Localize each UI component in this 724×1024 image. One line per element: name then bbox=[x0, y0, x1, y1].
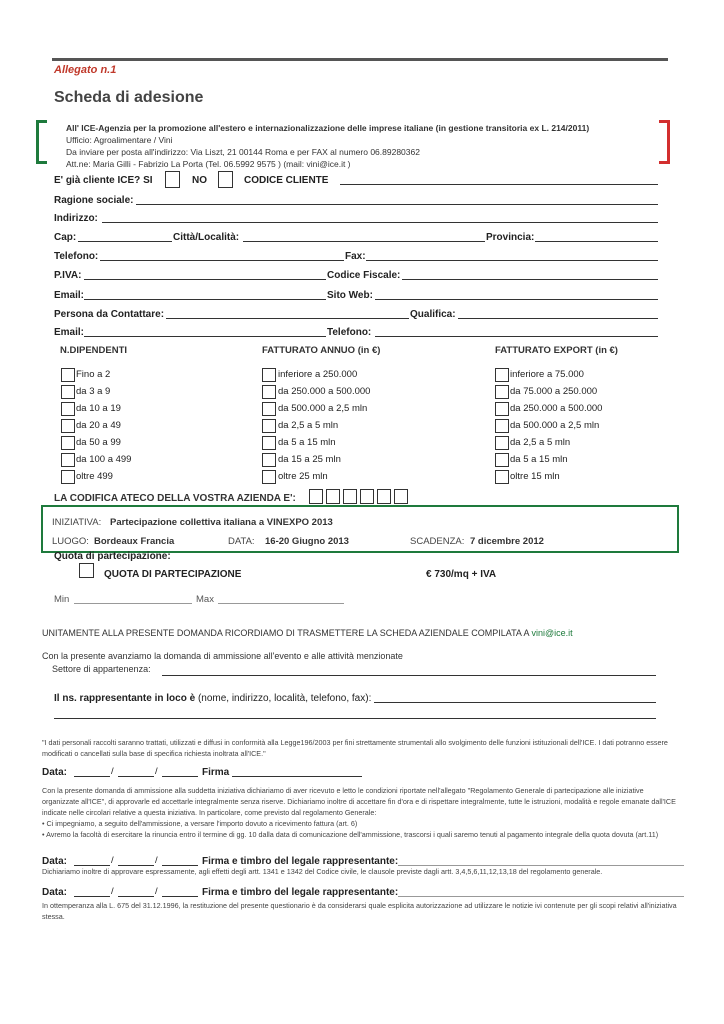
sign1-slash: / bbox=[111, 766, 114, 777]
condizioni-bullet: • Ci impegniamo, a seguito dell'ammissione, a versare l'importo dovuto a ricevimento fattura (art. 6) bbox=[42, 819, 358, 828]
ottemperanza-text: In ottemperanza alla L. 675 del 31.12.1996, la restituzione del presente questionario è da considerarsi quale esplicita autorizzazione ad utilizzare le notizie ivi contenute per gli scopi relativi all'iniziativa stessa. bbox=[42, 901, 677, 921]
quota-checkbox[interactable] bbox=[79, 563, 94, 578]
dip-option: da 10 a 19 bbox=[76, 403, 121, 414]
scadenza-label: SCADENZA: bbox=[410, 536, 465, 547]
no-label: NO bbox=[192, 175, 207, 186]
scadenza-value: 7 dicembre 2012 bbox=[470, 536, 544, 547]
email-label: Email: bbox=[54, 290, 85, 301]
indirizzo-input[interactable] bbox=[102, 222, 658, 223]
citta-label: Città/Località: bbox=[173, 232, 240, 243]
min-input[interactable] bbox=[74, 603, 192, 604]
unitamente-email[interactable]: vini@ice.it bbox=[531, 628, 573, 638]
fatt-checkbox[interactable] bbox=[262, 402, 276, 416]
exp-checkbox[interactable] bbox=[495, 436, 509, 450]
email-input[interactable] bbox=[84, 299, 326, 300]
exp-checkbox[interactable] bbox=[495, 368, 509, 382]
exp-option: da 2,5 a 5 mln bbox=[510, 437, 571, 448]
sign2-slash: / bbox=[111, 855, 114, 866]
max-label: Max bbox=[196, 594, 214, 605]
dip-option: da 100 a 499 bbox=[76, 454, 132, 465]
exp-option: da 75.000 a 250.000 bbox=[510, 386, 598, 397]
fatt-checkbox[interactable] bbox=[262, 470, 276, 484]
condizioni-bullet: • Avremo la facoltà di esercitare la rinuncia entro il termine di gg. 10 dalla data di comunicazione dell'ammissione, trascorsi i quali saremo tenuti al pagamento integrale della quota dovuta (art.11) bbox=[42, 830, 659, 839]
indirizzo-label: Indirizzo: bbox=[54, 213, 98, 224]
rappresentante-rest: (nome, indirizzo, località, telefono, fax): bbox=[197, 693, 372, 704]
sign3-slash: / bbox=[155, 886, 158, 897]
fatt-checkbox[interactable] bbox=[262, 436, 276, 450]
dip-checkbox[interactable] bbox=[61, 419, 75, 433]
rappresentante-text bbox=[54, 693, 371, 704]
telefono2-label: Telefono: bbox=[327, 327, 372, 338]
min-label: Min bbox=[54, 594, 70, 605]
codice-cliente-label: CODICE CLIENTE bbox=[244, 175, 329, 186]
dip-checkbox[interactable] bbox=[61, 453, 75, 467]
dip-option: da 3 a 9 bbox=[76, 386, 111, 397]
fatt-option: da 250.000 a 500.000 bbox=[278, 386, 371, 397]
unitamente-text bbox=[42, 628, 573, 638]
quota-price: € 730/mq + IVA bbox=[426, 569, 497, 580]
dip-checkbox[interactable] bbox=[61, 470, 75, 484]
dipendenti-header: N.DIPENDENTI bbox=[60, 345, 128, 356]
ragione-input[interactable] bbox=[136, 204, 658, 205]
attention-line: Att.ne: Maria Gilli - Fabrizio La Porta (Tel. 06.5992 9575 ) (mail: vini@ice.it ) bbox=[66, 159, 351, 169]
sign1-data-label: Data: bbox=[42, 767, 68, 778]
exp-checkbox[interactable] bbox=[495, 453, 509, 467]
quota-item: QUOTA DI PARTECIPAZIONE bbox=[104, 569, 242, 580]
exp-checkbox[interactable] bbox=[495, 385, 509, 399]
luogo-label: LUOGO: bbox=[52, 536, 89, 547]
dip-option: oltre 499 bbox=[76, 471, 113, 482]
address-line: Da inviare per posta all'indirizzo: Via Liszt, 21 00144 Roma e per FAX al numero 06.89280362 bbox=[66, 147, 420, 157]
unitamente-text-main: UNITAMENTE ALLA PRESENTE DOMANDA RICORDIAMO DI TRASMETTERE LA SCHEDA AZIENDALE COMPILATA A bbox=[42, 628, 529, 638]
dip-option: Fino a 2 bbox=[76, 369, 111, 380]
sign1-firma-input[interactable] bbox=[232, 776, 362, 777]
sign3-firma-label: Firma e timbro del legale rappresentante: bbox=[202, 887, 399, 898]
cf-label: Codice Fiscale: bbox=[327, 270, 401, 281]
telefono2-input[interactable] bbox=[375, 336, 658, 337]
data-label: DATA: bbox=[228, 536, 255, 547]
exp-option: da 250.000 a 500.000 bbox=[510, 403, 603, 414]
ragione-label: Ragione sociale: bbox=[54, 195, 134, 206]
top-rule bbox=[52, 58, 668, 61]
settore-label: Settore di appartenenza: bbox=[52, 664, 151, 674]
quota-title: Quota di partecipazione: bbox=[54, 551, 171, 562]
exp-option: da 5 a 15 mln bbox=[510, 454, 568, 465]
condizioni-paragraph: Con la presente domanda di ammissione alla suddetta iniziativa dichiariamo di aver ricevuto e letto le condizioni riportate nell'allegato "Regolamento Generale di partecipazione alle iniziative organizzate all'ICE", di approvarle ed accettarle integralmente senza riserve. Dichiariamo inoltre di accettare fin d'ora e di rispettare integralmente, tutte le istruzioni, modalità e regole emanate dall'ICE indicate nelle circolari relative a questa iniziativa. In particolare, come previsto dal regolamento Generale: bbox=[42, 786, 676, 817]
provincia-input[interactable] bbox=[535, 241, 658, 242]
dip-checkbox[interactable] bbox=[61, 368, 75, 382]
fatt-checkbox[interactable] bbox=[262, 385, 276, 399]
qualifica-label: Qualifica: bbox=[410, 309, 456, 320]
allegato-label: Allegato n.1 bbox=[54, 64, 117, 76]
fatt-checkbox[interactable] bbox=[262, 368, 276, 382]
email2-label: Email: bbox=[54, 327, 85, 338]
sign1-month-input[interactable] bbox=[118, 776, 154, 777]
fax-label: Fax: bbox=[345, 251, 366, 262]
cf-input[interactable] bbox=[402, 279, 658, 280]
client-question: E' già cliente ICE? SI bbox=[54, 175, 153, 186]
sign3-firma-input[interactable] bbox=[398, 896, 684, 897]
ateco-digit-box[interactable] bbox=[394, 489, 408, 504]
sign2-data-label: Data: bbox=[42, 856, 68, 867]
cap-label: Cap: bbox=[54, 232, 77, 243]
sign2-slash: / bbox=[155, 855, 158, 866]
sign3-year-input[interactable] bbox=[162, 896, 198, 897]
dip-option: da 20 a 49 bbox=[76, 420, 121, 431]
fatt-option: da 15 a 25 mln bbox=[278, 454, 341, 465]
fatt-option: inferiore a 250.000 bbox=[278, 369, 358, 380]
max-input[interactable] bbox=[218, 603, 344, 604]
provincia-label: Provincia: bbox=[486, 232, 535, 243]
ateco-digit-box[interactable] bbox=[343, 489, 357, 504]
fatt-option: da 2,5 a 5 mln bbox=[278, 420, 339, 431]
iniziativa-label: INIZIATIVA: bbox=[52, 517, 102, 528]
office-line: Ufficio: Agroalimentare / Vini bbox=[66, 135, 173, 145]
rappresentante-input-line2[interactable] bbox=[54, 718, 656, 719]
dip-option: da 50 a 99 bbox=[76, 437, 121, 448]
si-checkbox[interactable] bbox=[165, 171, 180, 188]
fatt-checkbox[interactable] bbox=[262, 419, 276, 433]
dip-checkbox[interactable] bbox=[61, 436, 75, 450]
fatt-checkbox[interactable] bbox=[262, 453, 276, 467]
privacy-text: "I dati personali raccolti saranno trattati, utilizzati e diffusi in conformità alla Legge196/2003 per fini strettamente strumentali allo svolgimento delle funzioni istituzionali dell'ICE. I dati potranno essere modificati o cancellati sulla base di specifica richiesta inoltrata all'ICE." bbox=[42, 738, 668, 758]
sign1-slash: / bbox=[155, 766, 158, 777]
iniziativa-value: Partecipazione collettiva italiana a VINEXPO 2013 bbox=[110, 517, 333, 528]
presente-line: Con la presente avanziamo la domanda di ammissione all'evento e alle attività menzionate bbox=[42, 651, 403, 661]
fatt-option: oltre 25 mln bbox=[278, 471, 328, 482]
exp-checkbox[interactable] bbox=[495, 419, 509, 433]
rappresentante-input[interactable] bbox=[374, 702, 656, 703]
qualifica-input[interactable] bbox=[458, 318, 658, 319]
telefono-input[interactable] bbox=[100, 260, 344, 261]
persona-label: Persona da Contattare: bbox=[54, 309, 165, 320]
codice-cliente-input[interactable] bbox=[340, 184, 658, 185]
exp-option: inferiore a 75.000 bbox=[510, 369, 584, 380]
luogo-value: Bordeaux Francia bbox=[94, 536, 175, 547]
sign1-day-input[interactable] bbox=[74, 776, 110, 777]
sign3-data-label: Data: bbox=[42, 887, 68, 898]
left-bracket bbox=[36, 120, 47, 164]
telefono-label: Telefono: bbox=[54, 251, 99, 262]
sito-label: Sito Web: bbox=[327, 290, 373, 301]
sito-input[interactable] bbox=[375, 299, 658, 300]
exp-checkbox[interactable] bbox=[495, 470, 509, 484]
dip-checkbox[interactable] bbox=[61, 402, 75, 416]
piva-input[interactable] bbox=[84, 279, 326, 280]
ateco-digit-box[interactable] bbox=[309, 489, 323, 504]
ateco-digit-box[interactable] bbox=[377, 489, 391, 504]
dip-checkbox[interactable] bbox=[61, 385, 75, 399]
sign1-firma-label: Firma bbox=[202, 767, 230, 778]
ateco-label: LA CODIFICA ATECO DELLA VOSTRA AZIENDA E': bbox=[54, 493, 296, 504]
export-header: FATTURATO EXPORT (in €) bbox=[495, 345, 618, 356]
persona-input[interactable] bbox=[166, 318, 409, 319]
exp-option: oltre 15 mln bbox=[510, 471, 560, 482]
sign1-year-input[interactable] bbox=[162, 776, 198, 777]
fatt-option: da 5 a 15 mln bbox=[278, 437, 336, 448]
no-checkbox[interactable] bbox=[218, 171, 233, 188]
exp-checkbox[interactable] bbox=[495, 402, 509, 416]
email2-input[interactable] bbox=[84, 336, 326, 337]
exp-option: da 500.000 a 2,5 mln bbox=[510, 420, 600, 431]
fax-input[interactable] bbox=[366, 260, 658, 261]
dichiariamo-text: Dichiariamo inoltre di approvare espressamente, agli effetti degli artt. 1341 e 1342 del Codice civile, le clausole previste dagli artt. 3,4,5,6,11,12,13,18 del regolamento generale. bbox=[42, 867, 603, 876]
page-title: Scheda di adesione bbox=[54, 89, 204, 106]
settore-input[interactable] bbox=[162, 675, 656, 676]
cap-input[interactable] bbox=[78, 241, 172, 242]
fatt-option: da 500.000 a 2,5 mln bbox=[278, 403, 368, 414]
ateco-digit-box[interactable] bbox=[326, 489, 340, 504]
rappresentante-bold: Il ns. rappresentante in loco è bbox=[54, 693, 196, 704]
sign2-firma-label: Firma e timbro del legale rappresentante: bbox=[202, 856, 399, 867]
right-bracket bbox=[659, 120, 670, 164]
data-value: 16-20 Giugno 2013 bbox=[265, 536, 349, 547]
sign3-day-input[interactable] bbox=[74, 896, 110, 897]
recipient-line: All' ICE-Agenzia per la promozione all'estero e internazionalizzazione delle imprese italiane (in gestione transitoria ex L. 214/2011) bbox=[66, 123, 590, 133]
condizioni-text bbox=[42, 785, 682, 840]
piva-label: P.IVA: bbox=[54, 270, 82, 281]
sign3-slash: / bbox=[111, 886, 114, 897]
fatturato-header: FATTURATO ANNUO (in €) bbox=[262, 345, 381, 356]
sign3-month-input[interactable] bbox=[118, 896, 154, 897]
ateco-digit-box[interactable] bbox=[360, 489, 374, 504]
citta-input[interactable] bbox=[243, 241, 485, 242]
